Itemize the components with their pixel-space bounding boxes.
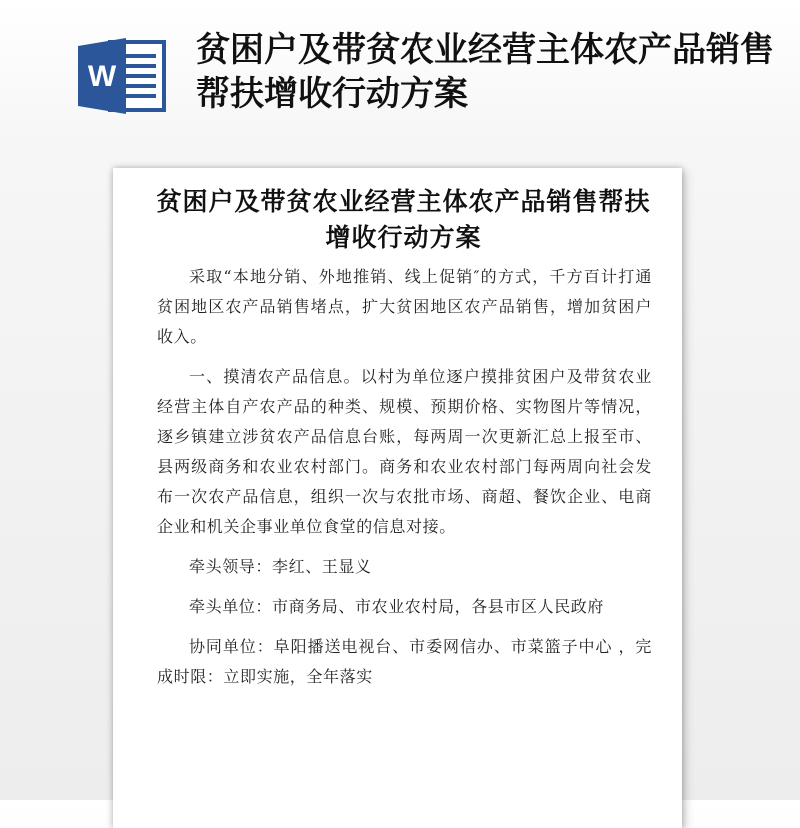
document-page [113, 168, 682, 828]
intro-paragraph: 采取“本地分销、外地推销、线上促销″的方式，千方百计打通贫困地区农产品销售堵点，扩大贫困地区农产品销售，增加贫困户收入。 [157, 267, 652, 346]
document-title: 贫困户及带贫农业经营主体农产品销售帮扶增收行动方案 [156, 187, 651, 252]
header-title: 贫困户及带贫农业经营主体农产品销售帮扶增收行动方案 [196, 30, 774, 114]
section-1-paragraph: 一、摸清农产品信息。以村为单位逐户摸排贫困户及带贫农业经营主体自产农产品的种类、规模、预期价格、实物图片等情况，逐乡镇建立涉贫农产品信息台账，每两周一次更新汇总上报至市、县两级商务和农业农村部门。商务和农业农村部门每两周向社会发布一次农产品信息，组织一次与农批市场、商超、餐饮企业、电商企业和机关企事业单位食堂的信息对接。 [157, 367, 652, 536]
assist-unit-line: 协同单位：阜阳播送电视台、市委网信办、市菜篮子中心 ，完成时限：立即实施，全年落实 [157, 637, 652, 686]
lead-leader-line: 牵头领导：李红、王显义 [189, 557, 372, 576]
document-body [113, 262, 682, 692]
lead-unit-line: 牵头单位：市商务局、市农业农村局，各县市区人民政府 [189, 597, 605, 616]
word-icon [76, 36, 168, 116]
header-banner [0, 0, 800, 150]
word-icon-letter: W [87, 60, 117, 93]
